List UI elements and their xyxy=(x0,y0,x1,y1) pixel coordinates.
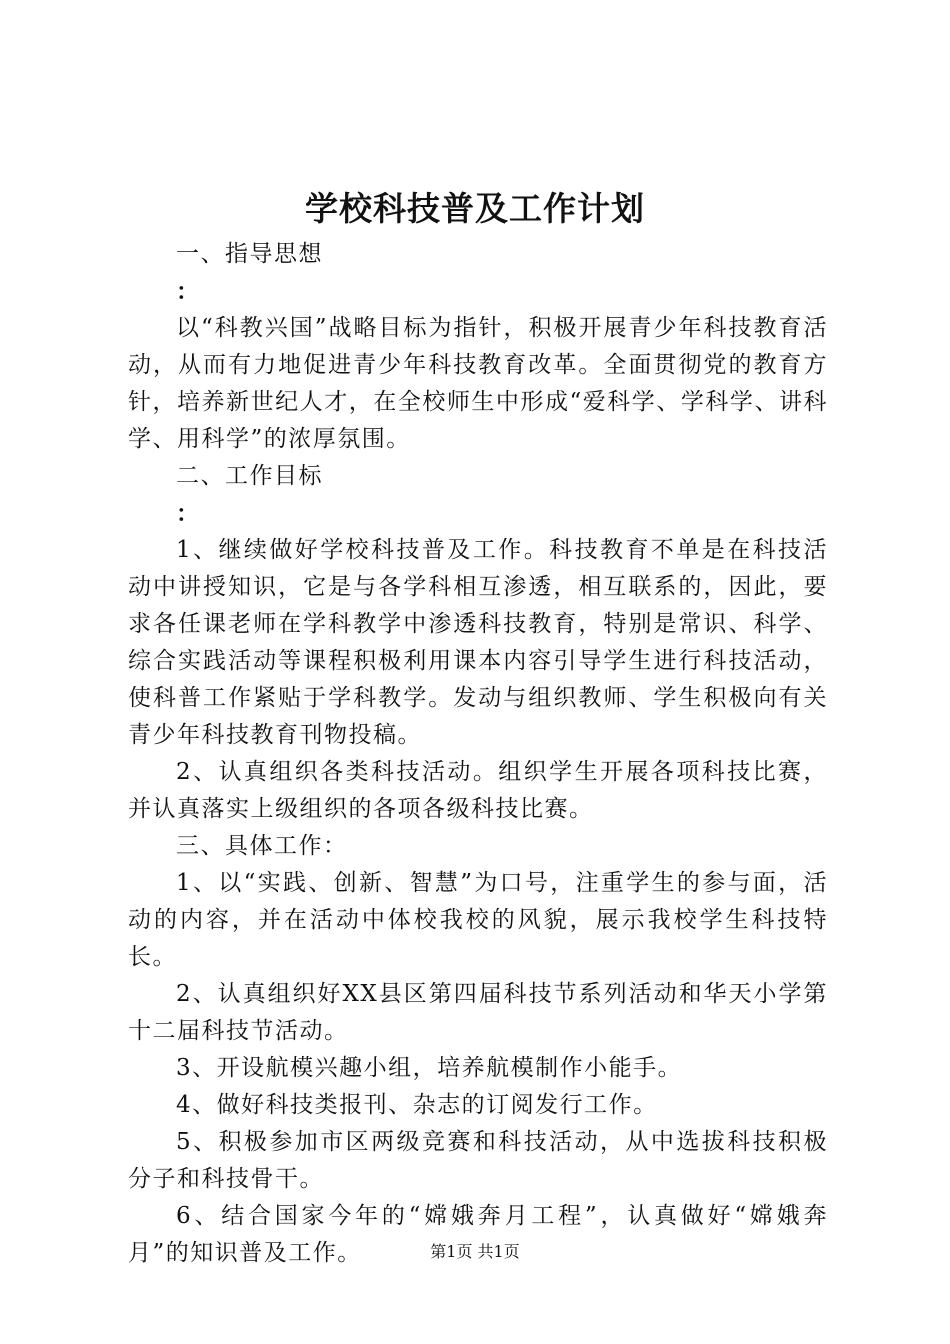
paragraph: 4、做好科技类报刊、杂志的订阅发行工作。 xyxy=(176,1092,658,1118)
document-title: 学校科技普及工作计划 xyxy=(305,189,645,228)
section-heading: 二、工作目标 xyxy=(176,463,323,489)
section-heading: 一、指导思想 xyxy=(176,241,323,267)
page-footer: 第1页 共1页 xyxy=(430,1242,520,1261)
paragraph: 1、继续做好学校科技普及工作。科技教育不单是在科技活动中讲授知识，它是与各学科相互渗透，相互联系的，因此，要求各任课老师在学科教学中渗透科技教育，特别是常识、科学、综合实践活动等课程积极利用课本内容引导学生进行科技活动，使科普工作紧贴于学科教学。发动与组织教师、学生积极向有关青少年科技教育刊物投稿。 xyxy=(128,537,828,748)
colon-mark: ： xyxy=(176,278,201,305)
document-body xyxy=(128,236,828,1272)
paragraph: 以“科教兴国”战略目标为指针，积极开展青少年科技教育活动，从而有力地促进青少年科技教育改革。全面贯彻党的教育方针，培养新世纪人才，在全校师生中形成“爱科学、学科学、讲科学、用科学”的浓厚氛围。 xyxy=(128,315,828,452)
paragraph: 5、积极参加市区两级竞赛和科技活动，从中选拔科技积极分子和科技骨干。 xyxy=(128,1129,828,1192)
paragraph: 2、认真组织各类科技活动。组织学生开展各项科技比赛，并认真落实上级组织的各项各级科技比赛。 xyxy=(128,759,828,822)
paragraph: 1、以“实践、创新、智慧”为口号，注重学生的参与面，活动的内容，并在活动中体校我校的风貌，展示我校学生科技特长。 xyxy=(128,870,828,970)
paragraph: 3、开设航模兴趣小组，培养航模制作小能手。 xyxy=(176,1055,683,1081)
paragraph: 6、结合国家今年的“嫦娥奔月工程”，认真做好“嫦娥奔月”的知识普及工作。 xyxy=(128,1203,828,1266)
colon-mark: ： xyxy=(176,500,201,527)
section-heading: 三、具体工作： xyxy=(176,833,348,859)
paragraph: 2、认真组织好XX县区第四届科技节系列活动和华天小学第十二届科技节活动。 xyxy=(128,981,828,1044)
